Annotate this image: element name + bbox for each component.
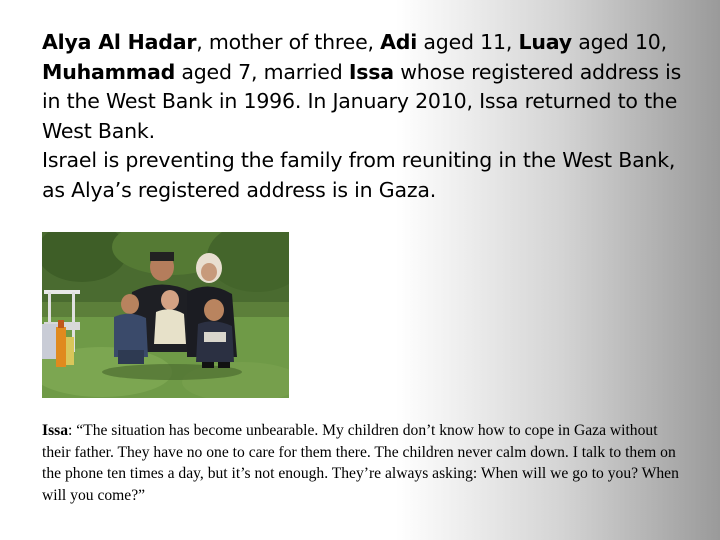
name-issa: Issa [348,59,394,84]
intro-paragraph-2: Israel is preventing the family from reuniting in the West Bank, as Alya’s registered address is in Gaza. [42,148,676,202]
name-muhammad: Muhammad [42,59,176,84]
name-adi: Adi [380,30,418,54]
intro-text-2: aged 11, [417,30,519,54]
intro-paragraph-1 [42,28,682,146]
quote-text: : “The situation has become unbearable. My children don’t know how to cope in Gaza without their father. They have no one to care for them there. The children never calm down. I talk to them on the phone ten times a day, but it’s not enough. They’re always asking: When will we go to you? When will you come?” [42,422,679,504]
quote-speaker: Issa [42,422,69,439]
quote-paragraph [42,420,682,506]
family-photo-image [42,232,289,398]
intro-text-block [42,28,682,205]
family-photo [42,232,289,398]
intro-text-3: aged 10, [571,30,667,54]
intro-text-1: , mother of three, [196,30,381,54]
name-alya: Alya Al Hadar [42,30,197,54]
intro-text-5: whose registered address is in the West Bank in 1996. In January 2010, Issa returned to the West Bank. [42,59,682,143]
intro-text-4: aged 7, married [175,59,349,84]
name-luay: Luay [518,30,572,54]
quote-block [42,420,682,506]
